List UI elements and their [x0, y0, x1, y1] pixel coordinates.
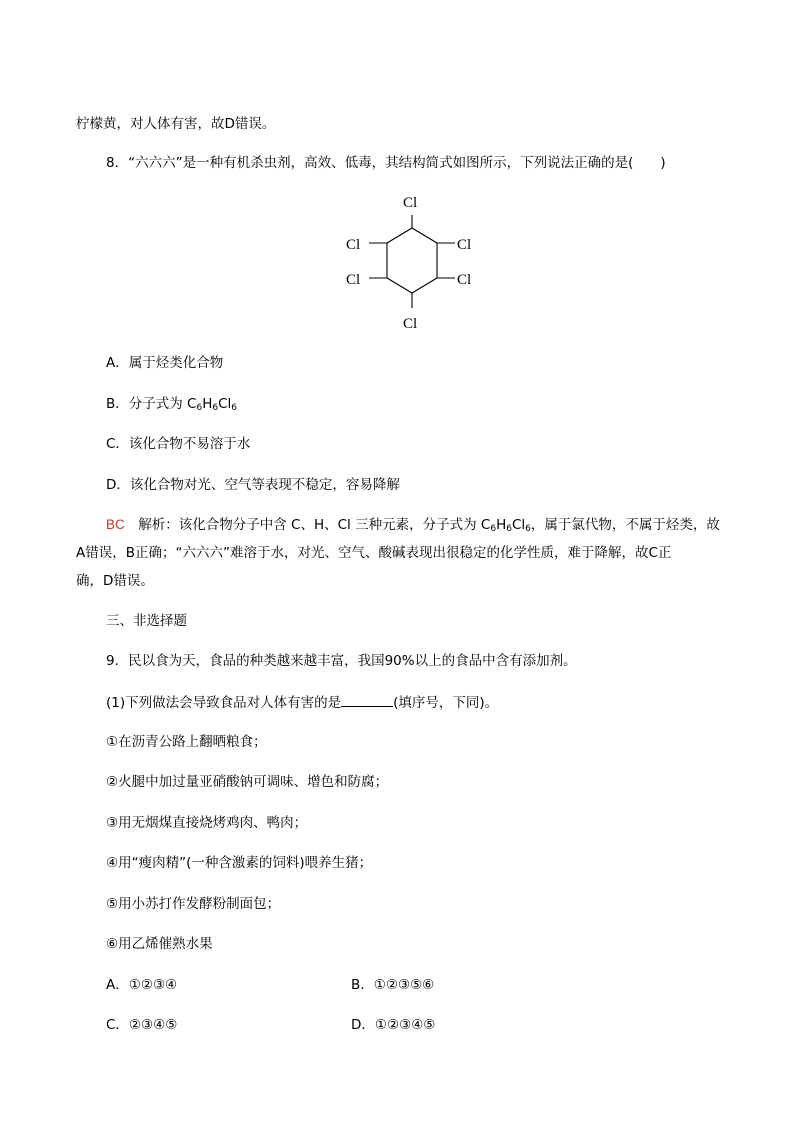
hexachlorocyclohexane-structure: [330, 188, 490, 338]
answer-blank[interactable]: [341, 692, 393, 707]
ring-bond-4: [387, 278, 412, 293]
ring-bond-3: [412, 278, 437, 293]
list-item: ④用“瘦肉精”(一种含激素的饲料)喂养生猪；: [106, 855, 373, 871]
choice-9a: A．①②③④: [106, 977, 178, 993]
cl-label-upper-left: Cl: [346, 237, 361, 253]
question-9-stem: 9．民以食为天，食品的种类越来越丰富，我国90%以上的食品中含有添加剂。: [106, 653, 577, 669]
cl-label-bottom: Cl: [403, 316, 418, 332]
list-item: ③用无烟煤直接烧烤鸡肉、鸭肉；: [106, 815, 308, 831]
list-item: ②火腿中加过量亚硝酸钠可调味、增色和防腐；: [106, 774, 389, 790]
question-9-part-1: (1)下列做法会导致食品对人体有害的是 (填序号，下同)。: [106, 692, 498, 713]
cl-label-top: Cl: [403, 195, 418, 211]
ring-bond-1: [412, 228, 437, 243]
list-item: ①在沥青公路上翻晒粮食；: [106, 734, 267, 750]
answer-key: BC: [106, 517, 125, 532]
choice-9b: B．①②③⑤⑥: [351, 977, 435, 993]
analysis-line-3: 确，D错误。: [76, 573, 154, 589]
section-title: 三、非选择题: [106, 613, 187, 629]
option-8c: C．该化合物不易溶于水: [106, 436, 251, 452]
ring-bond-6: [387, 228, 412, 243]
cl-label-upper-right: Cl: [457, 237, 472, 253]
option-8b: B．分子式为 $C_6H_6Cl_6$: [106, 396, 238, 413]
list-item: ⑤用小苏打作发酵粉制面包；: [106, 896, 281, 912]
cl-label-lower-right: Cl: [457, 272, 472, 288]
analysis-line-1: BC 解析：该化合物分子中含 C、H、Cl 三种元素，分子式为 $C_6H_6Cl_6$，属于氯代物，不属于烃类，故: [106, 517, 720, 534]
previous-answer-tail: 柠檬黄，对人体有害，故D错误。: [76, 116, 276, 132]
question-8-stem: 8．“六六六”是一种有机杀虫剂，高效、低毒，其结构简式如图所示，下列说法正确的是( ): [106, 155, 666, 171]
analysis-line-2: A错误，B正确；“六六六”难溶于水，对光、空气、酸碱表现出很稳定的化学性质，难于降解，故C正: [76, 545, 672, 561]
list-item: ⑥用乙烯催熟水果: [106, 936, 213, 952]
choice-9d: D．①②③④⑤: [351, 1017, 436, 1033]
cl-label-lower-left: Cl: [346, 272, 361, 288]
option-8a: A．属于烃类化合物: [106, 355, 224, 371]
choice-9c: C．②③④⑤: [106, 1017, 178, 1033]
option-8d: D．该化合物对光、空气等表现不稳定，容易降解: [106, 477, 400, 493]
